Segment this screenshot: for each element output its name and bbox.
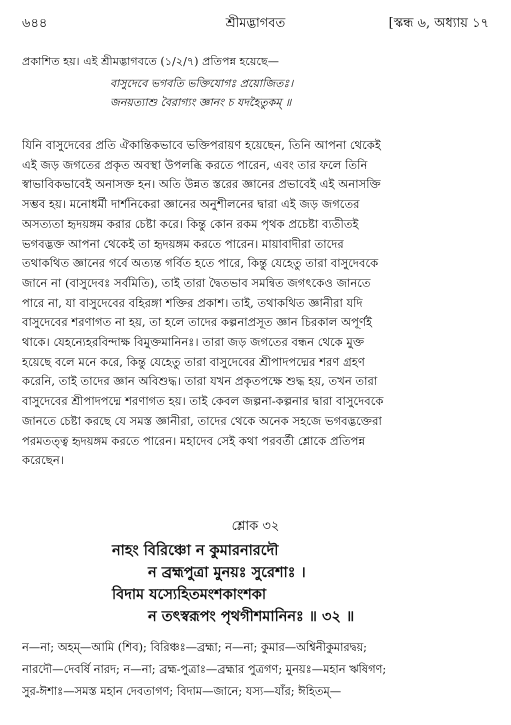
chapter-reference: [স্কন্ধ ৬, অধ্যায় ১৭ xyxy=(388,16,489,31)
paragraph-line: এই জড় জগতের প্রকৃত অবস্থা উপলব্ধি করতে পারেন, এবং তার ফলে তিনি xyxy=(22,157,368,172)
word-for-word-gloss xyxy=(22,636,493,702)
paragraph-line: থাকে। যেহন্যেহরবিন্দাক্ষ বিমুক্তমানিনঃ। তারা জড় জগতের বন্ধন থেকে মুক্ত xyxy=(22,335,365,350)
paragraph-line: হয়েছে বলে মনে করে, কিন্তু যেহেতু তারা বাসুদেবের শ্রীপাদপদ্মের শরণ গ্রহণ xyxy=(22,354,365,369)
purport-paragraph xyxy=(22,136,493,471)
paragraph-line: করেনি, তাই তাদের জ্ঞান অবিশুদ্ধ। তারা যখন প্রকৃতপক্ষে শুদ্ধ হয়, তখন তারা xyxy=(22,374,378,389)
paragraph-line: অসত্যতা হৃদয়ঙ্গম করার চেষ্টা করে। কিন্তু কোন রকম পৃথক প্রচেষ্টা ব্যতীতই xyxy=(22,216,359,231)
gloss-line: সুর-ঈশাঃ—সমস্ত মহান দেবতাগণ; বিদাম—জানে; যস্য—যাঁর; ঈহিতম্— xyxy=(22,684,342,698)
sloka-heading: শ্লোক ৩২ xyxy=(231,519,280,534)
sloka-line: বিদাম যস্যেহিতমংশকাংশকা xyxy=(112,586,267,603)
quoted-verse xyxy=(110,74,489,112)
quoted-verse-line: বাসুদেবে ভগবতি ভক্তিযোগঃ প্রয়োজিতঃ। xyxy=(110,77,294,90)
sloka-line: ন ব্রহ্মপুত্রা মুনয়ঃ সুরেশাঃ । xyxy=(148,564,306,581)
paragraph-line: জানে না (বাসুদেবঃ সর্বমিতি), তাই তারা দ্বৈতভাব সমন্বিত জগৎকেও জানতে xyxy=(22,275,371,290)
sloka-line: ন তৎস্বরূপং পৃথগীশমানিনঃ ॥ ৩২ ॥ xyxy=(148,608,355,625)
paragraph-line: ভগবদ্ভক্ত আপনা থেকেই তা হৃদয়ঙ্গম করতে পারেন। মায়াবাদীরা তাদের xyxy=(22,236,344,251)
gloss-line: নারদৌ—দেবর্ষি নারদ; ন—না; ব্রহ্ম-পুত্রাঃ—ব্রহ্মার পুত্রগণ; মুনয়ঃ—মহান ঋষিগণ; xyxy=(22,662,387,676)
sloka-line: নাহং বিরিঞ্চো ন কুমারনারদৌ xyxy=(112,542,279,559)
gloss-line: ন—না; অহম্—আমি (শিব); বিরিঞ্চঃ—ব্রহ্মা; ন—না; কুমার—অশ্বিনীকুমারদ্বয়; xyxy=(22,640,368,654)
intro-line: প্রকাশিত হয়। এই শ্রীমদ্ভাগবতে (১/২/৭) প্রতিপন্ন হয়েছে— xyxy=(22,55,279,68)
page-number: ৬৪৪ xyxy=(22,16,48,31)
paragraph-line: বাসুদেবের শরণাগত না হয়, তা হলে তাদের কল্পনাপ্রসূত জ্ঞান চিরকাল অপূর্ণই xyxy=(22,315,373,330)
quoted-verse-line: জনয়ত্যাশু বৈরাগ্যং জ্ঞানং চ যদহৈতুকম্ ॥ xyxy=(110,96,292,109)
paragraph-line: যিনি বাসুদেবের প্রতি ঐকান্তিকভাবে ভক্তিপরায়ণ হয়েছেন, তিনি আপনা থেকেই xyxy=(22,138,381,152)
paragraph-line: পরমতত্ত্ব হৃদয়ঙ্গম করতে পারেন। মহাদেব সেই কথা পরবর্তী শ্লোকে প্রতিপন্ন xyxy=(22,433,366,448)
book-title: শ্রীমদ্ভাগবত xyxy=(225,16,286,31)
paragraph-line: পারে না, যা বাসুদেবের বহিরঙ্গা শক্তির প্রকাশ। তাই, তথাকথিত জ্ঞানীরা যদি xyxy=(22,295,363,310)
paragraph-line: করেছেন। xyxy=(22,453,64,468)
paragraph-line: বাসুদেবের শ্রীপাদপদ্মে শরণাগত হয়। তাই কেবল জল্পনা-কল্পনার দ্বারা বাসুদেবকে xyxy=(22,394,384,409)
page-header xyxy=(22,14,489,36)
paragraph-line: জানতে চেষ্টা করছে যে সমস্ত জ্ঞানীরা, তাদের থেকে অনেক সহজে ভগবদ্ভক্তেরা xyxy=(22,413,382,428)
paragraph-line: স্বাভাবিকভাবেই অনাসক্ত হন। অতি উন্নত স্তরের জ্ঞানের প্রভাবেই এই অনাসক্তি xyxy=(22,177,381,192)
paragraph-line: সম্ভব হয়। মনোধর্মী দার্শনিকেরা জ্ঞানের অনুশীলনের দ্বারা এই জড় জগতের xyxy=(22,197,360,212)
paragraph-line: তথাকথিত জ্ঞানের গর্বে অত্যন্ত গর্বিত হতে পারে, কিন্তু যেহেতু তারা বাসুদেবকে xyxy=(22,256,379,271)
